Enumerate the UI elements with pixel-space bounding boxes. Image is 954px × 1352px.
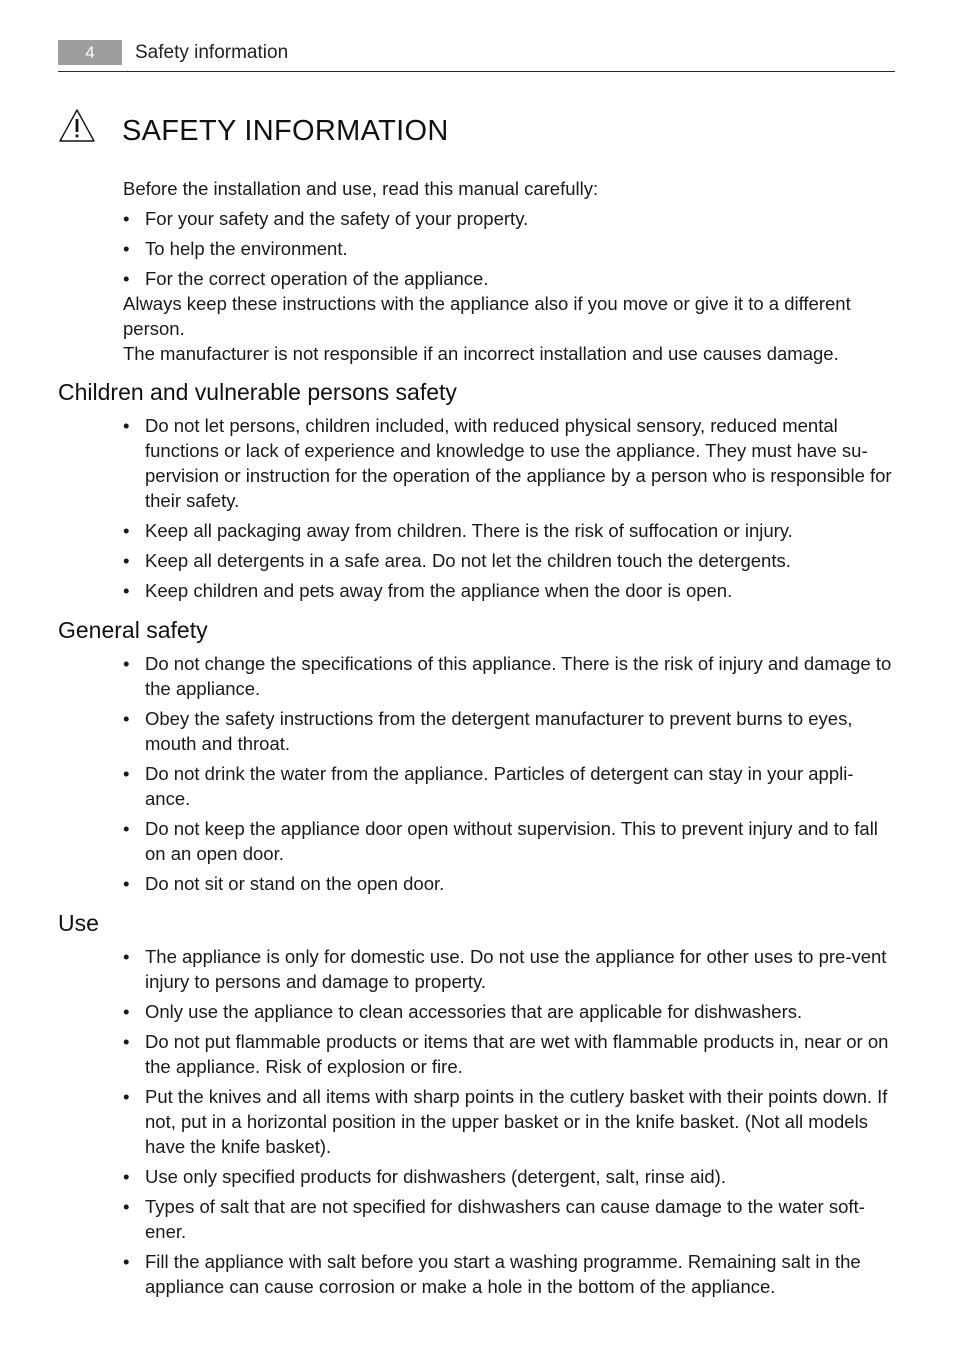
list-item: • Keep children and pets away from the appliance when the door is open. <box>123 578 895 603</box>
list-item: • Keep all packaging away from children. There is the risk of suffocation or injury. <box>123 518 895 543</box>
list-item: • Put the knives and all items with sharp points in the cutlery basket with their points down. If not, put in a horizontal position in the upper basket or in the knife basket. (Not all models have the knife basket). <box>123 1084 895 1159</box>
list-item: • For the correct operation of the appliance. <box>123 266 895 291</box>
list-item: • For your safety and the safety of your property. <box>123 206 895 231</box>
section-children-safety <box>58 378 895 608</box>
intro-lead: Before the installation and use, read this manual carefully: <box>123 178 599 199</box>
list-item: • Do not put flammable products or items that are wet with flammable products in, near or on the appliance. Risk of explosion or fire. <box>123 1029 895 1079</box>
intro-bullet-list <box>123 206 895 291</box>
list-item: • Fill the appliance with salt before you start a washing programme. Remaining salt in the appliance can cause corrosion or make a hole in the bottom of the appliance. <box>123 1249 895 1299</box>
intro-paragraph: Always keep these instructions with the appliance also if you move or give it to a different person. <box>123 293 851 339</box>
intro-paragraph: The manufacturer is not responsible if an incorrect installation and use causes damage. <box>123 343 839 364</box>
bullet-list <box>58 651 895 896</box>
section-general-safety <box>58 616 895 901</box>
page-header <box>58 40 895 72</box>
list-item: • Do not let persons, children included, with reduced physical sensory, reduced mental functions or lack of experience and knowledge to use the appliance. They must have su-pervision or instruction for the operation of the appliance by a person who is responsible for their safety. <box>123 413 895 513</box>
main-heading <box>58 108 895 154</box>
list-item: • Obey the safety instructions from the detergent manufacturer to prevent burns to eyes, mouth and throat. <box>123 706 895 756</box>
section-use <box>58 909 895 1304</box>
bullet-list <box>58 413 895 603</box>
warning-triangle-icon <box>58 108 96 144</box>
list-item: • Do not drink the water from the appliance. Particles of detergent can stay in your appli-ance. <box>123 761 895 811</box>
list-item: • Only use the appliance to clean accessories that are applicable for dishwashers. <box>123 999 895 1024</box>
list-item: • The appliance is only for domestic use. Do not use the appliance for other uses to pre-vent injury to persons and damage to property. <box>123 944 895 994</box>
page-number: 4 <box>58 40 122 65</box>
running-header-title: Safety information <box>135 42 289 63</box>
section-heading: Children and vulnerable persons safety <box>58 379 457 405</box>
section-heading: General safety <box>58 617 208 643</box>
list-item: • Do not sit or stand on the open door. <box>123 871 895 896</box>
list-item: • Do not change the specifications of this appliance. There is the risk of injury and damage to the appliance. <box>123 651 895 701</box>
list-item: • Keep all detergents in a safe area. Do not let the children touch the detergents. <box>123 548 895 573</box>
page-title: SAFETY INFORMATION <box>122 115 449 147</box>
list-item: • Types of salt that are not specified for dishwashers can cause damage to the water soft-ener. <box>123 1194 895 1244</box>
list-item: • Use only specified products for dishwashers (detergent, salt, rinse aid). <box>123 1164 895 1189</box>
bullet-list <box>58 944 895 1299</box>
list-item: • Do not keep the appliance door open without supervision. This to prevent injury and to fall on an open door. <box>123 816 895 866</box>
intro-block <box>123 176 895 366</box>
section-heading: Use <box>58 910 99 936</box>
list-item: • To help the environment. <box>123 236 895 261</box>
